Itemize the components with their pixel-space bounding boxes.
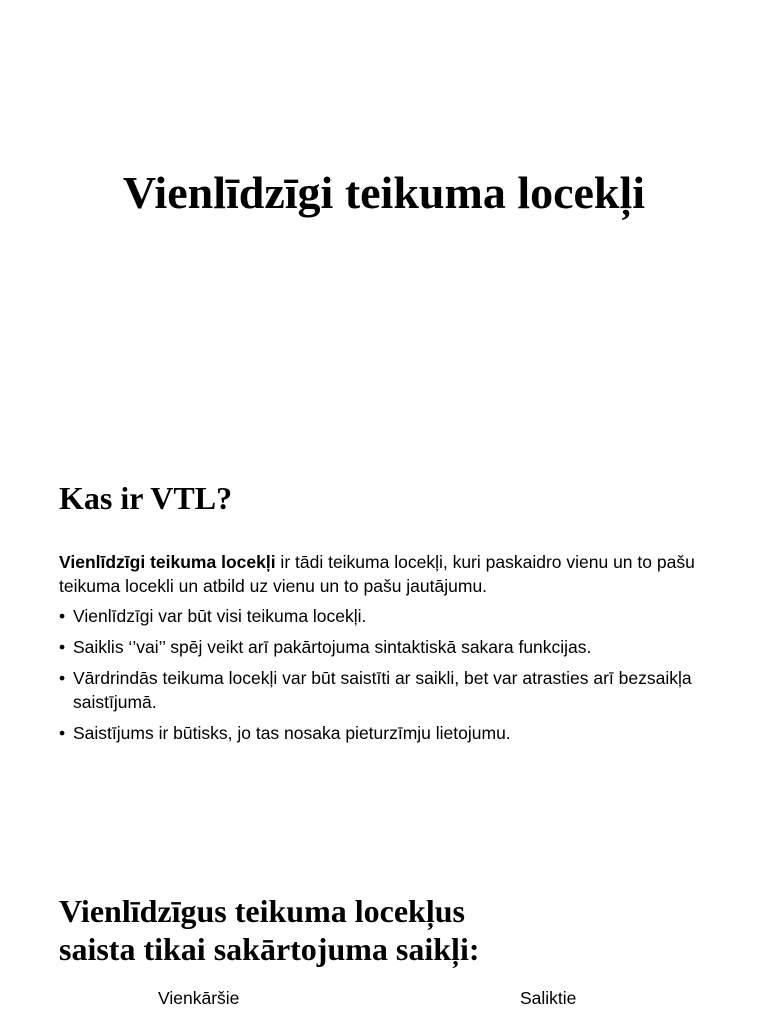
definition-block	[59, 550, 719, 752]
column-label-simple: Vienkāršie	[158, 988, 240, 1008]
list-item	[59, 604, 719, 628]
list-item-text: Vienlīdzīgi var būt visi teikuma locekļi.	[73, 606, 367, 626]
list-item-text: Saiklis ‘’vai’’ spēj veikt arī pakārtojuma sintaktiskā sakara funkcijas.	[73, 637, 592, 657]
list-item	[59, 666, 719, 714]
conjunctions-heading-line2: saista tikai sakārtojuma saikļi:	[59, 931, 480, 967]
bullet-icon: •	[59, 723, 66, 743]
column-label-compound: Saliktie	[520, 988, 577, 1008]
bullet-icon: •	[59, 668, 66, 688]
conjunctions-heading-line1: Vienlīdzīgus teikuma locekļus	[59, 893, 465, 929]
list-item	[59, 635, 719, 659]
list-item-text: Saistījums ir būtisks, jo tas nosaka pieturzīmju lietojumu.	[73, 723, 511, 743]
slide-title: Vienlīdzīgi teikuma locekļi	[122, 167, 646, 218]
bullet-icon: •	[59, 637, 66, 657]
conjunctions-heading	[59, 892, 739, 968]
bullet-list	[59, 604, 719, 745]
list-item	[59, 721, 719, 745]
definition-text: ir tādi teikuma locekļi, kuri paskaidro vienu un to pašu teikuma locekli un atbild uz vienu un to pašu jautājumu.	[59, 552, 695, 596]
bullet-icon: •	[59, 606, 66, 626]
definition-term: Vienlīdzīgi teikuma locekļi	[59, 552, 276, 572]
list-item-text: Vārdrindās teikuma locekļi var būt saistīti ar saikli, bet var atrasties arī bezsaikļa saistījumā.	[73, 668, 692, 712]
definition-paragraph	[59, 550, 719, 598]
section-heading: Kas ir VTL?	[59, 480, 233, 516]
